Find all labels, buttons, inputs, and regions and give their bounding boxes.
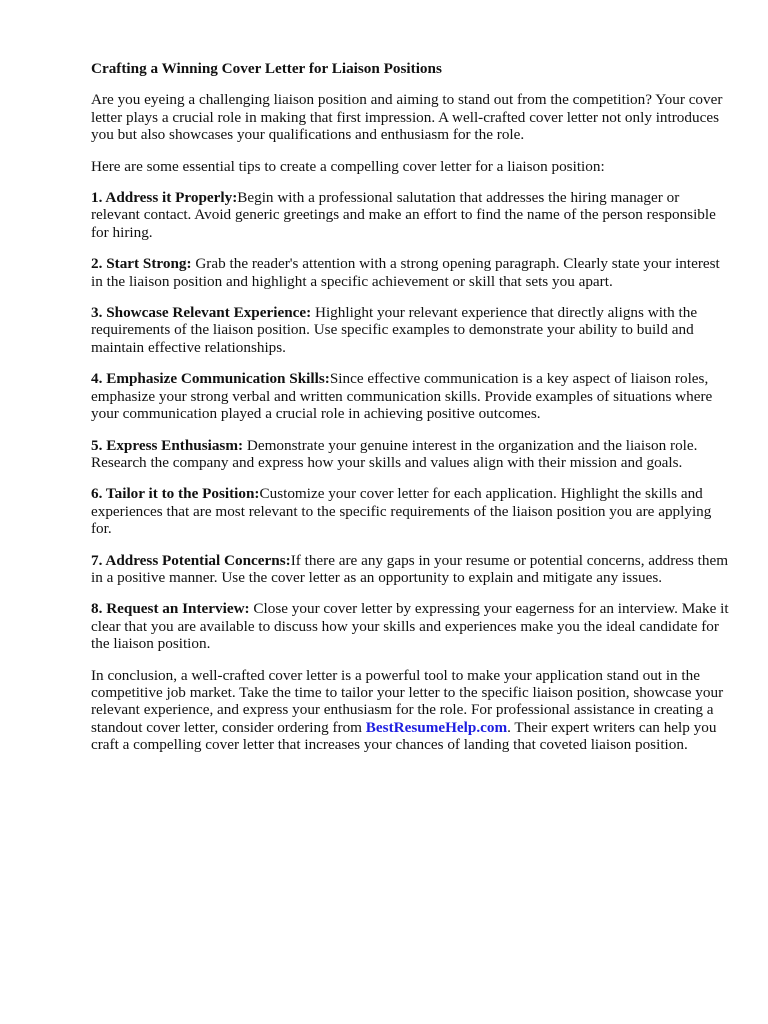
document-title: Crafting a Winning Cover Letter for Liaison Positions — [91, 60, 442, 77]
document-page — [91, 60, 731, 768]
tip-body: Customize your cover letter for each application. Highlight the skills and experiences that are most relevant to the specific requirements of the liaison position you are applying for. — [91, 485, 712, 538]
tip-body: If there are any gaps in your resume or potential concerns, address them in a positive manner. Use the cover letter as an opportunity to explain and mitigate any issues. — [91, 551, 729, 586]
tip-item-1 — [91, 189, 731, 241]
tip-item-8 — [91, 600, 731, 652]
tip-heading: 5. Express Enthusiasm: — [91, 436, 244, 454]
tip-item-3 — [91, 304, 731, 356]
conclusion-paragraph — [91, 667, 731, 754]
intro-paragraph: Are you eyeing a challenging liaison position and aiming to stand out from the competition? Your cover letter plays a crucial role in making that first impression. A well-crafted cover letter not only introduces you but also showcases your qualifications and enthusiasm for the role. — [91, 91, 723, 144]
conclusion-text-after-link: . Their expert writers can help you craft a compelling cover letter that increases your chances of landing that coveted liaison position. — [91, 718, 717, 754]
tip-item-5 — [91, 437, 731, 472]
conclusion-text-before-link: In conclusion, a well-crafted cover letter is a powerful tool to make your application stand out in the competitive job market. Take the time to tailor your letter to the specific liaison position, showcase your relevant experience, and express your enthusiasm for the role. For professional assistance in creating a standout cover letter, consider ordering from — [91, 666, 724, 736]
tip-heading: 2. Start Strong: — [91, 255, 192, 273]
tip-item-7 — [91, 552, 731, 587]
tip-body: Since effective communication is a key aspect of liaison roles, emphasize your strong verbal and written communication skills. Provide examples of situations where your communication played a crucial role in achieving positive outcomes. — [91, 370, 713, 423]
tip-item-2 — [91, 255, 731, 290]
tip-body: Grab the reader's attention with a strong opening paragraph. Clearly state your interest in the liaison position and highlight a specific achievement or skill that sets you apart. — [91, 255, 720, 290]
tip-heading: 6. Tailor it to the Position: — [91, 485, 260, 503]
bestresumehelp-link[interactable]: BestResumeHelp.com — [365, 718, 508, 736]
tip-item-6 — [91, 485, 731, 537]
tip-body: Demonstrate your genuine interest in the organization and the liaison role. Research the company and express how your skills and values align with their mission and goals. — [91, 436, 698, 471]
tip-body: Highlight your relevant experience that directly aligns with the requirements of the liaison position. Use specific examples to demonstrate your ability to build and maintain effective relationships. — [91, 304, 698, 356]
tip-heading: 4. Emphasize Communication Skills: — [91, 370, 330, 388]
tip-item-4 — [91, 370, 731, 422]
tip-heading: 1. Address it Properly: — [91, 189, 238, 207]
tip-body: Begin with a professional salutation that addresses the hiring manager or relevant contact. Avoid generic greetings and make an effort to find the name of the person responsible for hiring. — [91, 189, 716, 241]
tip-body: Close your cover letter by expressing your eagerness for an interview. Make it clear that you are available to discuss how your skills and experiences make you the ideal candidate for the liaison position. — [91, 600, 729, 653]
lead-in-paragraph: Here are some essential tips to create a compelling cover letter for a liaison position: — [91, 157, 605, 175]
tip-heading: 7. Address Potential Concerns: — [91, 551, 291, 569]
tip-heading: 3. Showcase Relevant Experience: — [91, 304, 312, 322]
tip-heading: 8. Request an Interview: — [91, 600, 250, 618]
